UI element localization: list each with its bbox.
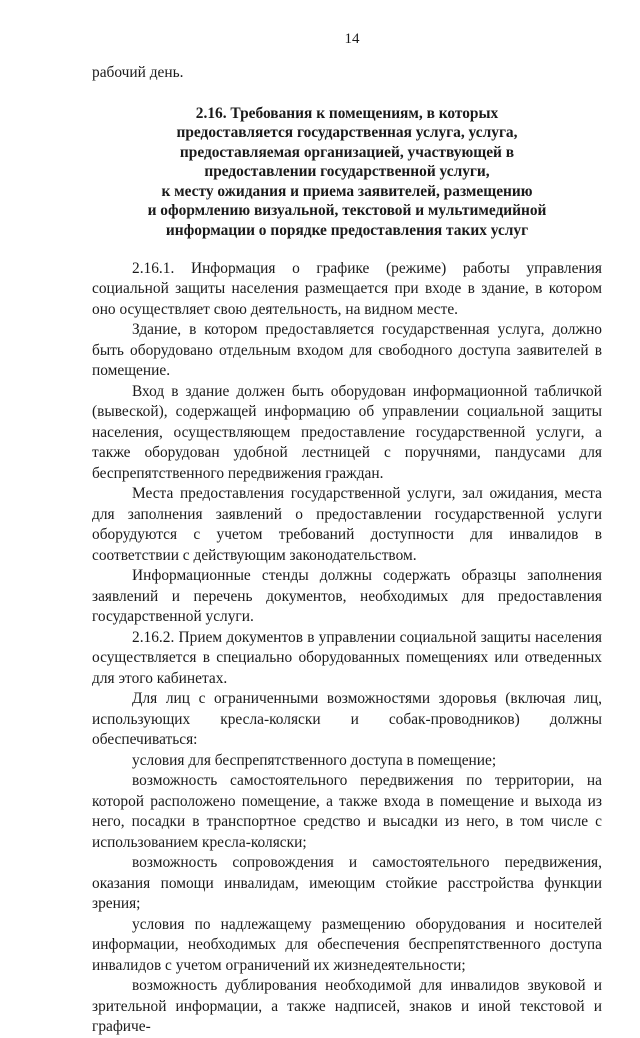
continuation-text: рабочий день.: [92, 64, 184, 81]
heading-line: предоставляемая организацией, участвующей в: [179, 143, 515, 161]
paragraph: Вход в здание должен быть оборудован информационной табличкой (вывеской), содержащей информацию об управлении социальной защиты населения, осуществляющем предоставление государственной услуги, а также оборудован удобной лестницей с поручнями, пандусами для беспрепятственного передвижения граждан.: [92, 382, 602, 482]
paragraph: Для лиц с ограниченными возможностями здоровья (включая лиц, использующих кресла-коляски и собак-проводников) должны обеспечиваться:: [92, 690, 602, 749]
list-item: возможность сопровождения и самостоятельного передвижения, оказания помощи инвалидам, имеющим стойкие расстройства функции зрения;: [92, 854, 602, 913]
list-item: условия для беспрепятственного доступа в помещение;: [132, 751, 497, 769]
section-heading: [92, 104, 602, 241]
list-item: возможность самостоятельного передвижения по территории, на которой расположено помещение, а также входа в помещение и выхода из него, посадки в транспортное средство и высадки из него, в том числе с использованием кресла-коляски;: [92, 772, 602, 851]
page-number: 14: [344, 31, 360, 47]
heading-line: и оформлению визуальной, текстовой и мультимедийной: [147, 202, 547, 220]
heading-line: предоставляется государственная услуга, услуга,: [176, 124, 518, 142]
paragraph: Информационные стенды должны содержать образцы заполнения заявлений и перечень документов, необходимых для предоставления государственной услуги.: [92, 567, 602, 626]
heading-line: информации о порядке предоставления таких услуг: [165, 222, 529, 240]
list-item: условия по надлежащему размещению оборудования и носителей информации, необходимых для обеспечения беспрепятственного доступа инвалидов с учетом ограничений их жизнедеятельности;: [92, 915, 602, 974]
heading-line: предоставлении государственной услуги,: [204, 163, 490, 181]
paragraph: 2.16.1. Информация о графике (режиме) работы управления социальной защиты населения размещается при входе в здание, в котором оно осуществляет свою деятельность, на видном месте.: [92, 259, 602, 318]
list-item: возможность дублирования необходимой для инвалидов звуковой и зрительной информации, а также надписей, знаков и иной текстовой и графиче-: [92, 977, 602, 1036]
paragraph: Здание, в котором предоставляется государственная услуга, должно быть оборудовано отдельным входом для свободного доступа заявителей в помещение.: [92, 321, 602, 380]
heading-line: 2.16. Требования к помещениям, в которых: [195, 104, 499, 122]
heading-line: к месту ожидания и приема заявителей, размещению: [161, 182, 533, 200]
paragraph: 2.16.2. Прием документов в управлении социальной защиты населения осуществляется в специально оборудованных помещениях или отведенных для этого кабинетах.: [92, 628, 602, 687]
paragraph: Места предоставления государственной услуги, зал ожидания, места для заполнения заявлений о предоставлении государственной услуги оборудуются с учетом требований доступности для инвалидов в соответствии с действующим законодательством.: [92, 485, 602, 564]
